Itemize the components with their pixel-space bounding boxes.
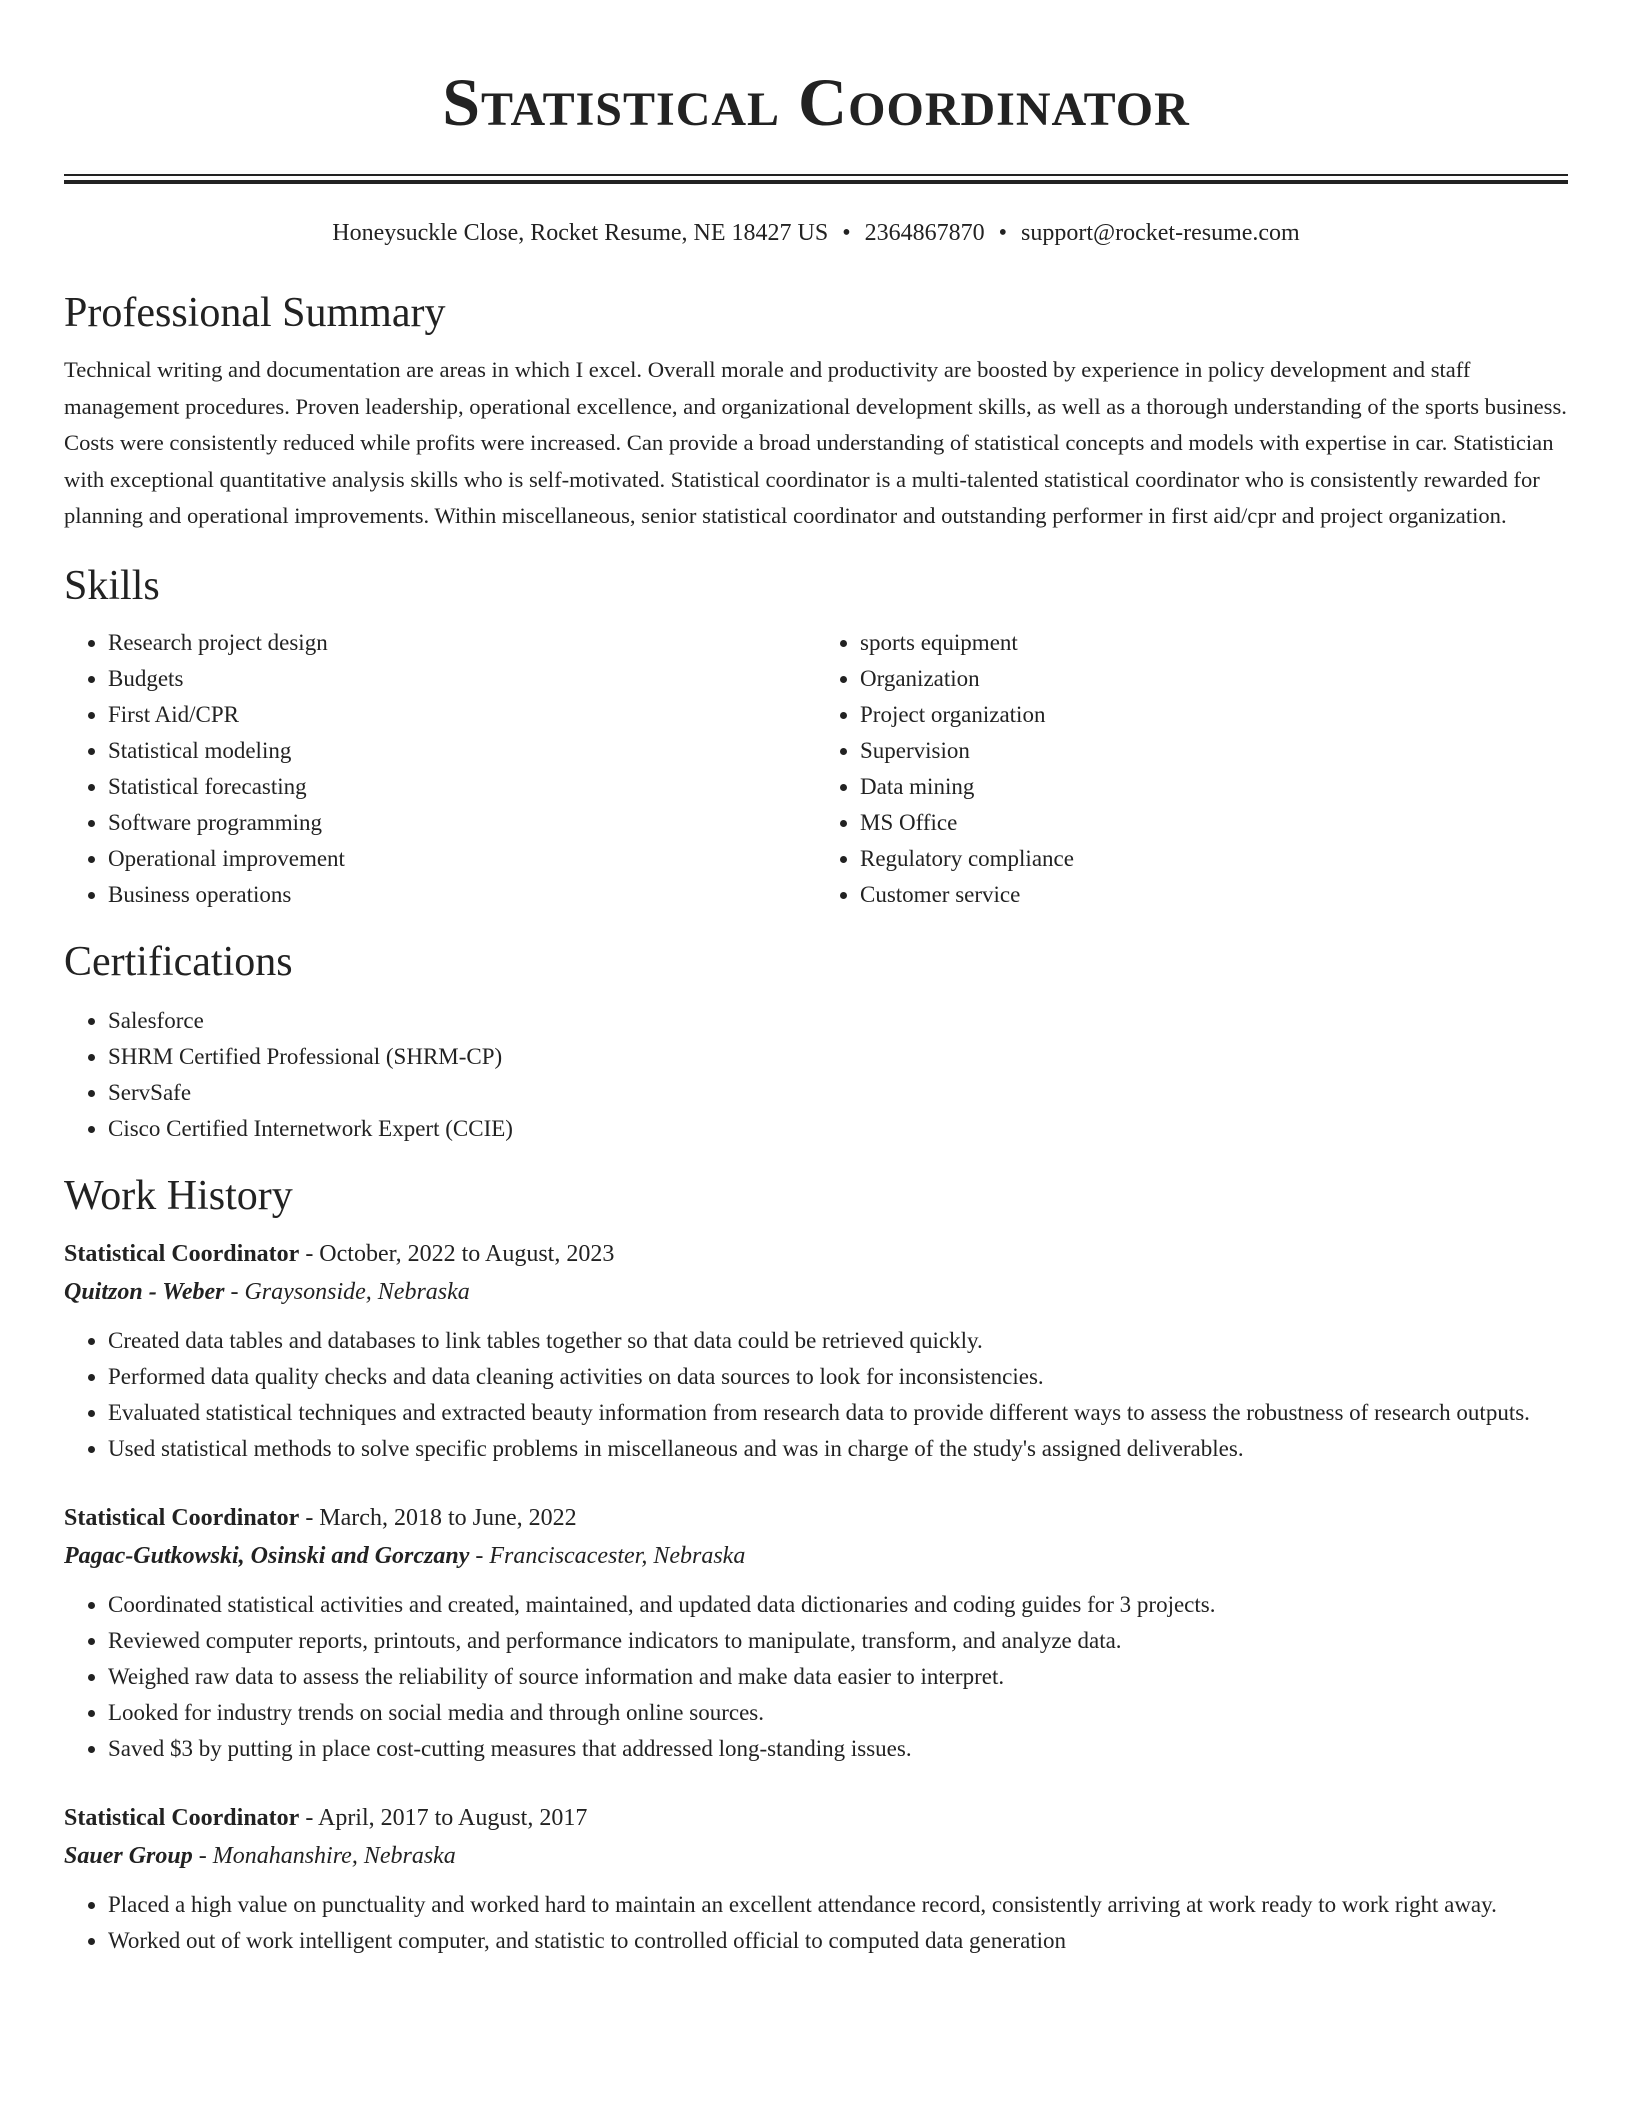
job-dates: - October, 2022 to August, 2023: [299, 1240, 615, 1267]
section-heading-skills: Skills: [64, 562, 160, 609]
job-bullet: • Placed a high value on punctuality and worked hard to maintain an excellent attendance record, consistently arriving at work ready to work right away.: [108, 1887, 1568, 1923]
job-dates: - March, 2018 to June, 2022: [299, 1504, 577, 1531]
job-company: Sauer Group: [64, 1842, 193, 1869]
job-bullets: [64, 1587, 1568, 1767]
skill-item: • sports equipment: [860, 625, 1568, 661]
skill-item: • Statistical forecasting: [108, 769, 816, 805]
job-dates: - April, 2017 to August, 2017: [299, 1804, 588, 1831]
certification-item: • ServSafe: [108, 1075, 1568, 1111]
job-bullets: [64, 1887, 1568, 1959]
certification-item: • Salesforce: [108, 1003, 1568, 1039]
skill-item: • Statistical modeling: [108, 733, 816, 769]
job-company-line: [64, 1273, 1568, 1311]
skill-item: • First Aid/CPR: [108, 697, 816, 733]
skill-item: • Organization: [860, 661, 1568, 697]
skills-columns: [64, 625, 1568, 913]
job-bullet: • Worked out of work intelligent computer, and statistic to controlled official to computed data generation: [108, 1923, 1568, 1959]
skill-item: • Project organization: [860, 697, 1568, 733]
job-company: Quitzon - Weber: [64, 1278, 225, 1305]
section-heading-summary: Professional Summary: [64, 290, 446, 336]
skill-item: • Supervision: [860, 733, 1568, 769]
job-entry: [64, 1235, 1568, 1467]
skill-item: • Operational improvement: [108, 841, 816, 877]
job-title: Statistical Coordinator: [64, 1804, 300, 1831]
job-title-line: [64, 1235, 1568, 1273]
contact-email: support@rocket-resume.com: [1021, 220, 1300, 246]
job-entry: [64, 1499, 1568, 1767]
job-title-line: [64, 1799, 1568, 1837]
job-entry: [64, 1799, 1568, 1959]
skill-item: • Customer service: [860, 877, 1568, 913]
job-bullet: • Reviewed computer reports, printouts, and performance indicators to manipulate, transform, and analyze data.: [108, 1623, 1568, 1659]
job-title-line: [64, 1499, 1568, 1537]
job-company-line: [64, 1537, 1568, 1575]
job-bullet: • Evaluated statistical techniques and extracted beauty information from research data to provide different ways to assess the robustness of research outputs.: [108, 1395, 1568, 1431]
job-company-line: [64, 1837, 1568, 1875]
job-title: Statistical Coordinator: [64, 1240, 300, 1267]
skill-item: • Research project design: [108, 625, 816, 661]
skill-item: • Regulatory compliance: [860, 841, 1568, 877]
job-bullet: • Created data tables and databases to link tables together so that data could be retrieved quickly.: [108, 1323, 1568, 1359]
summary-text: Technical writing and documentation are areas in which I excel. Overall morale and productivity are boosted by experience in policy development and staff management procedures. Proven leadership, operational excellence, and organizational development skills, as well as a thorough understanding of the sports business. Costs were consistently reduced while profits were increased. Can provide a broad understanding of statistical concepts and models with expertise in car. Statistician with exceptional quantitative analysis skills who is self-motivated. Statistical coordinator is a multi-talented statistical coordinator who is consistently rewarded for planning and operational improvements. Within miscellaneous, senior statistical coordinator and outstanding performer in first aid/cpr and project organization.: [64, 357, 1567, 529]
skill-item: • Software programming: [108, 805, 816, 841]
contact-phone: 2364867870: [864, 220, 985, 246]
contact-separator: •: [998, 220, 1008, 246]
job-bullet: • Coordinated statistical activities and created, maintained, and updated data dictionaries and coding guides for 3 projects.: [108, 1587, 1568, 1623]
job-location: - Monahanshire, Nebraska: [192, 1842, 456, 1869]
certification-item: • SHRM Certified Professional (SHRM-CP): [108, 1039, 1568, 1075]
certification-item: • Cisco Certified Internetwork Expert (CCIE): [108, 1111, 1568, 1147]
skills-section: [64, 561, 1568, 913]
job-bullet: • Saved $3 by putting in place cost-cutting measures that addressed long-standing issues.: [108, 1731, 1568, 1767]
job-bullet: • Used statistical methods to solve specific problems in miscellaneous and was in charge of the study's assigned deliverables.: [108, 1431, 1568, 1467]
job-bullet: • Looked for industry trends on social media and through online sources.: [108, 1695, 1568, 1731]
skill-item: • MS Office: [860, 805, 1568, 841]
job-title: Statistical Coordinator: [64, 1504, 300, 1531]
skills-list-right: [816, 625, 1568, 913]
contact-address: Honeysuckle Close, Rocket Resume, NE 18427 US: [332, 220, 829, 246]
job-bullet: • Performed data quality checks and data cleaning activities on data sources to look for inconsistencies.: [108, 1359, 1568, 1395]
skill-item: • Business operations: [108, 877, 816, 913]
skills-list-left: [64, 625, 816, 913]
job-location: - Franciscacester, Nebraska: [469, 1542, 746, 1569]
job-bullets: [64, 1323, 1568, 1467]
certifications-list: [64, 1003, 1568, 1147]
resume-name: Statistical Coordinator: [442, 64, 1190, 140]
work-history-section: [64, 1171, 1568, 1959]
contact-line: [64, 218, 1568, 248]
job-company: Pagac-Gutkowski, Osinski and Gorczany: [64, 1542, 470, 1569]
professional-summary-section: [64, 288, 1568, 535]
section-heading-work-history: Work History: [64, 1172, 293, 1219]
header-divider: [64, 174, 1568, 184]
section-heading-certifications: Certifications: [64, 938, 293, 985]
skill-item: • Budgets: [108, 661, 816, 697]
certifications-section: [64, 937, 1568, 1147]
contact-separator: •: [842, 220, 851, 246]
job-location: - Graysonside, Nebraska: [224, 1278, 470, 1305]
job-bullet: • Weighed raw data to assess the reliability of source information and make data easier to interpret.: [108, 1659, 1568, 1695]
skill-item: • Data mining: [860, 769, 1568, 805]
